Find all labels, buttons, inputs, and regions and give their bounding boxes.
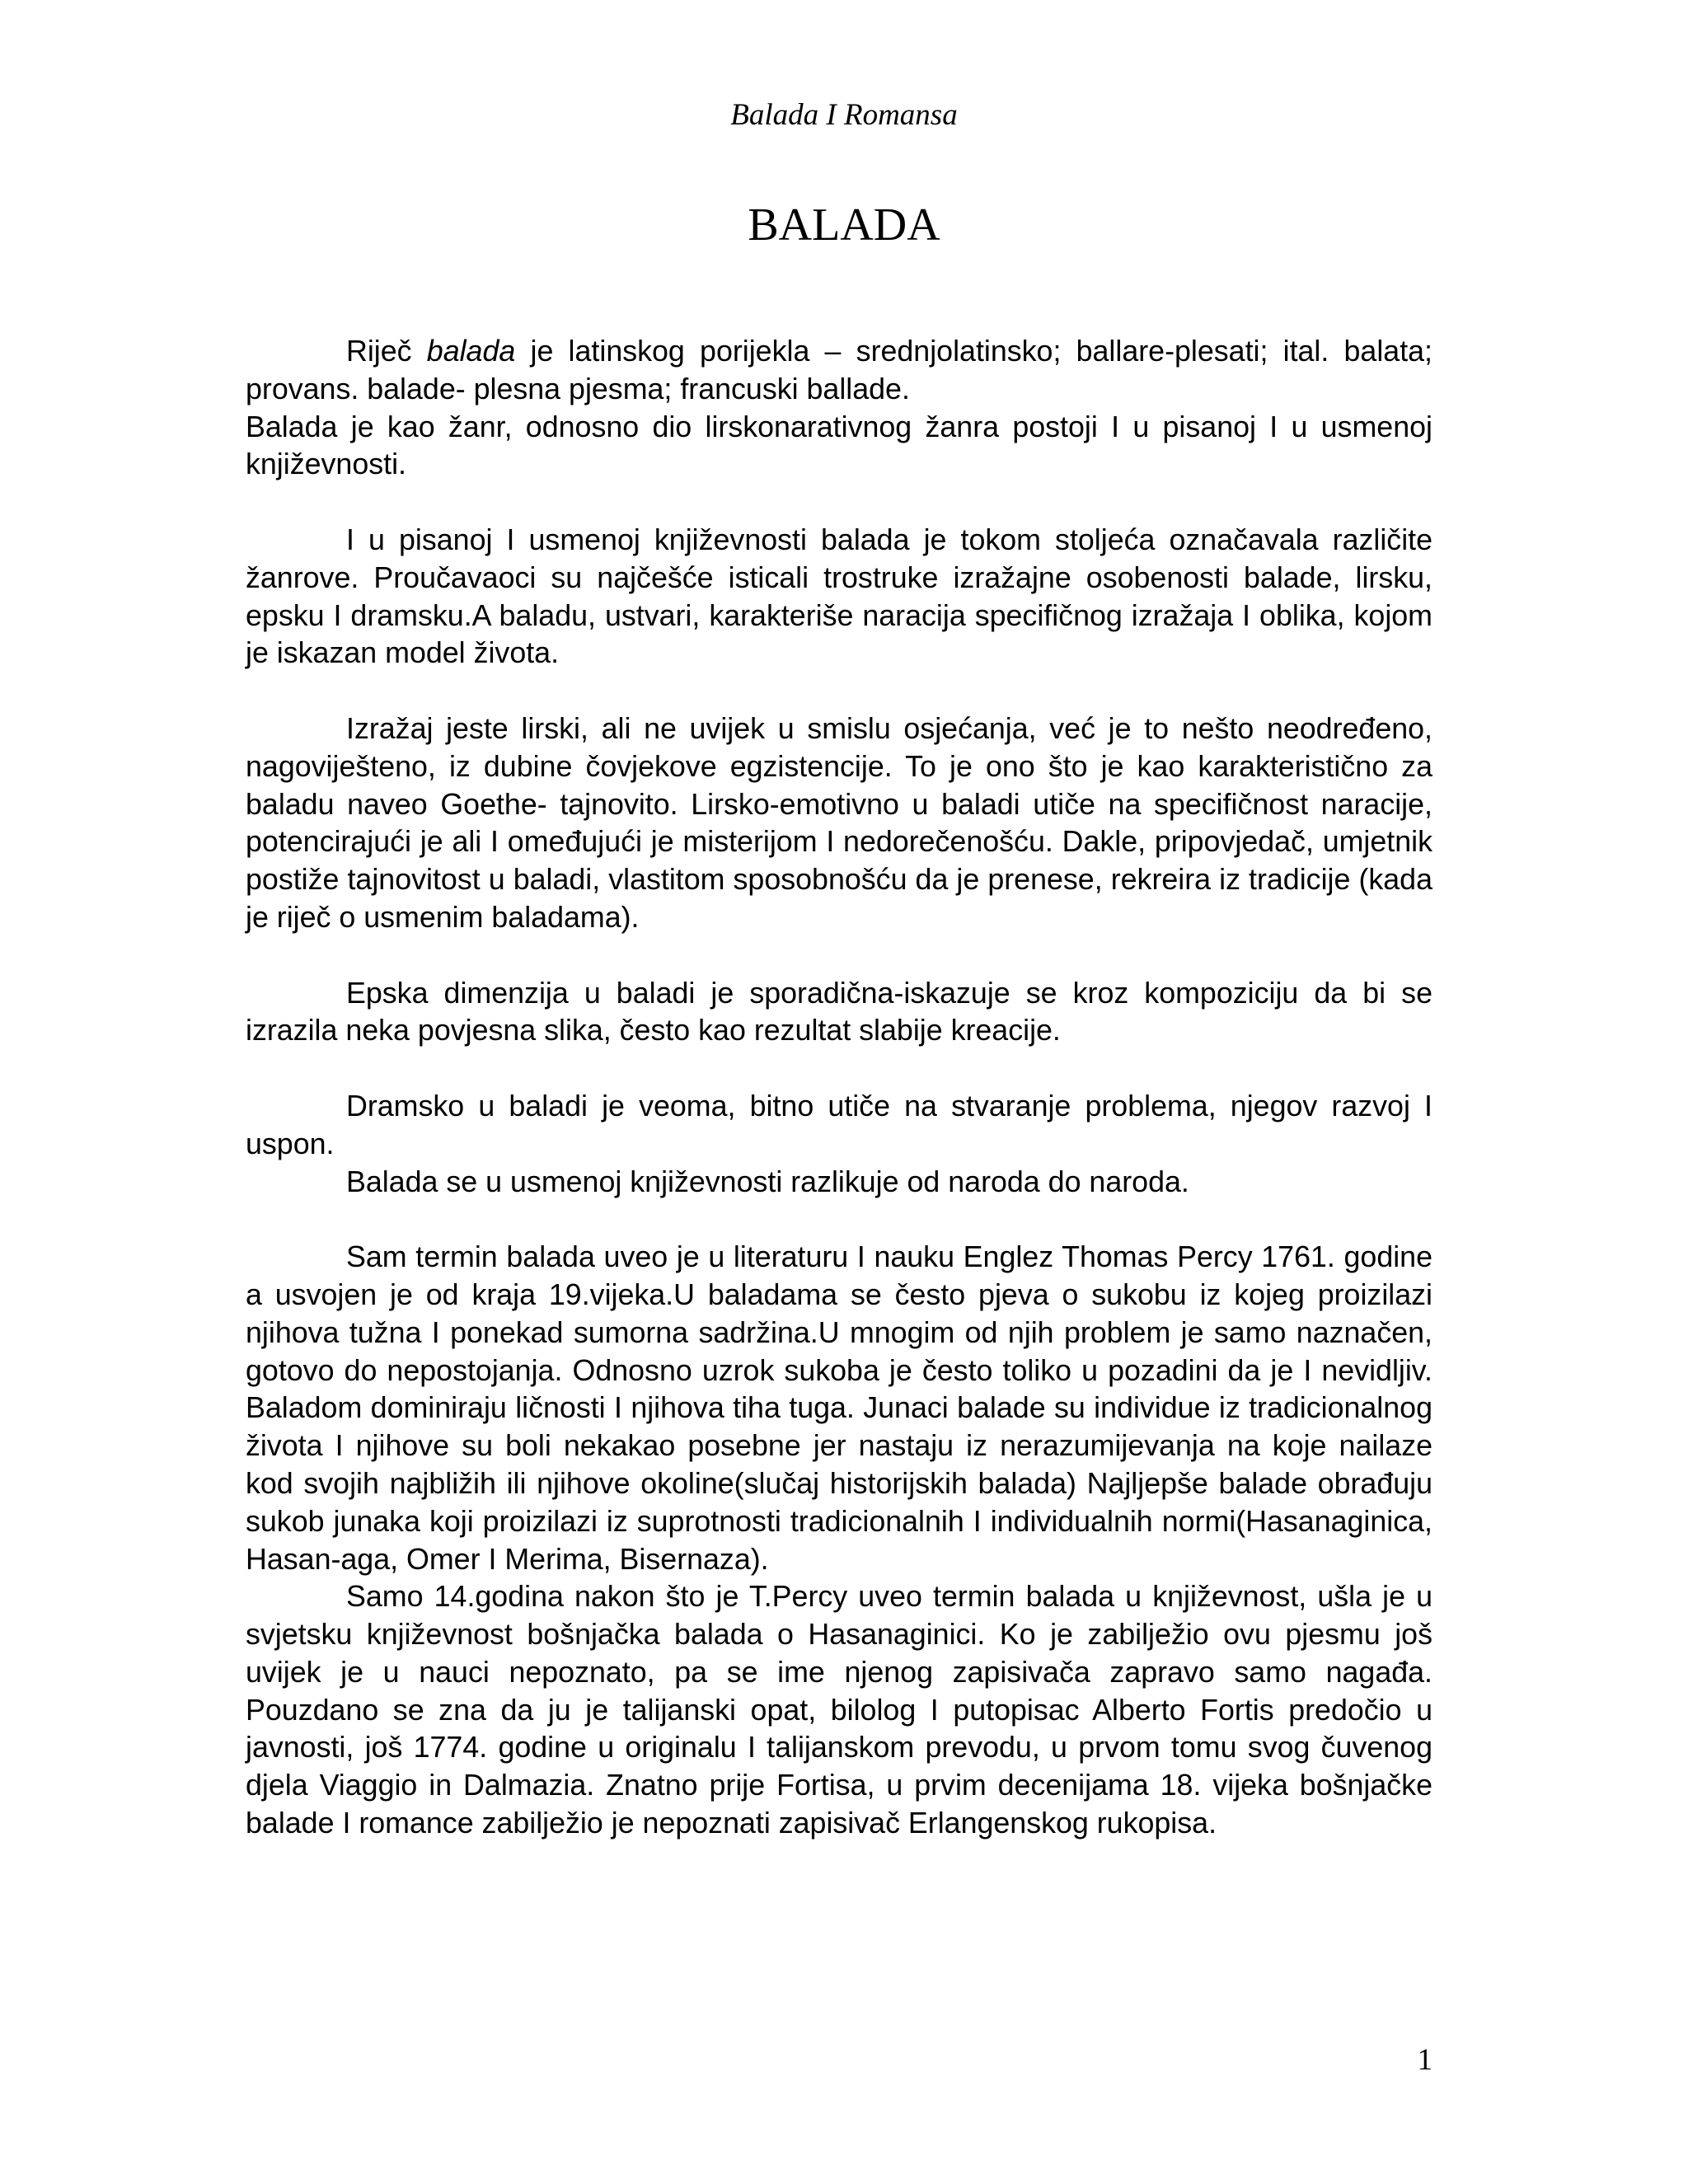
page-title: BALADA — [748, 199, 940, 251]
paragraph-dramatic: Dramsko u baladi je veoma, bitno utiče na stvaranje problema, njegov razvoj I uspon. — [246, 1089, 1432, 1160]
paragraph-genres-over-time: I u pisanoj I usmenoj književnosti balada je tokom stoljeća označavala različite žanrove. Proučavaoci su najčešće isticali trostruke izražajne osobenosti balade, lirsku, epsku I dramsku.A baladu, ustvari, karakteriše naracija specifičnog izražaja I oblika, kojom je iskazan model života. — [246, 523, 1432, 670]
body-text — [246, 333, 1432, 1843]
paragraph-lyric-expression: Izražaj jeste lirski, ali ne uvijek u smislu osjećanja, već je to nešto neodređeno, nagoviješteno, iz dubine čovjekove egzistencije. To je ono što je kao karakteristično za baladu naveo Goethe- tajnovito. Lirsko-emotivno u baladi utiče na specifičnost naracije, potencirajući je ali I omeđujući je misterijom I nedorečenošću. Dakle, pripovjedač, umjetnik postiže tajnovitost u baladi, vlastitom sposobnošću da je prenese, rekreira iz tradicije (kada je riječ o usmenim baladama). — [246, 711, 1432, 934]
page-number: 1 — [1417, 2043, 1432, 2077]
paragraph-term-origin: Sam termin balada uveo je u literaturu I nauku Englez Thomas Percy 1761. godine a usvojen je od kraja 19.vijeka.U baladama se često pjeva o sukobu iz kojeg proizilazi njihova tužna I ponekad sumorna sadržina.U mnogim od njih problem je samo naznačen, gotovo do nepostojanja. Odnosno uzrok sukoba je često toliko u pozadini da je I nevidljiv. Baladom dominiraju ličnosti I njihova tiha tuga. Junaci balade su individue iz tradicionalnog života I njihove su boli nekakao posebne jer nastaju iz nerazumijevanja na koje nailaze kod svojih najbližih ili njihove okoline(slučaj historijskih balada) Najljepše balade obrađuju sukob junaka koji proizilazi iz suprotnosti tradicionalnih I individualnih normi(Hasanaginica, Hasan-aga, Omer I Merima, Bisernaza). — [246, 1240, 1432, 1576]
term-balada: balada — [426, 335, 516, 368]
paragraph-epic-dimension: Epska dimenzija u baladi je sporadična-iskazuje se kroz kompoziciju da bi se izrazila neka povjesna slika, često kao rezultat slabije kreacije. — [246, 976, 1432, 1047]
paragraph-oral-differences: Balada se u usmenoj književnosti razlikuje od naroda do naroda. — [346, 1165, 1189, 1198]
paragraph-hasanaginica: Samo 14.godina nakon što je T.Percy uveo termin balada u književnost, ušla je u svjetsku književnost bošnjačka balada o Hasanaginici. Ko je zabilježio ovu pjesmu još uvijek je u nauci nepoznato, pa se ime njenog zapisivača zapravo samo nagađa. Pouzdano se zna da ju je talijanski opat, bilolog I putopisac Alberto Fortis predočio u javnosti, još 1774. godine u originalu I talijanskom prevodu, u prvom tomu svog čuvenog djela Viaggio in Dalmazia. Znatno prije Fortisa, u prvim decenijama 18. vijeka bošnjačke balade I romance zabilježio je nepoznati zapisivač Erlangenskog rukopisa. — [246, 1580, 1432, 1840]
paragraph-etymology — [246, 333, 1432, 409]
running-header: Balada I Romansa — [730, 98, 958, 132]
paragraph-rest: je latinskog porijekla – srednjolatinsko; ballare-plesati; ital. balata; provans. balade- plesna pjesma; francuski ballade. — [246, 335, 1433, 405]
paragraph-lead: Riječ — [346, 335, 427, 368]
paragraph-genre: Balada je kao žanr, odnosno dio lirskonarativnog žanra postoji I u pisanoj I u usmenoj književnosti. — [246, 410, 1432, 481]
